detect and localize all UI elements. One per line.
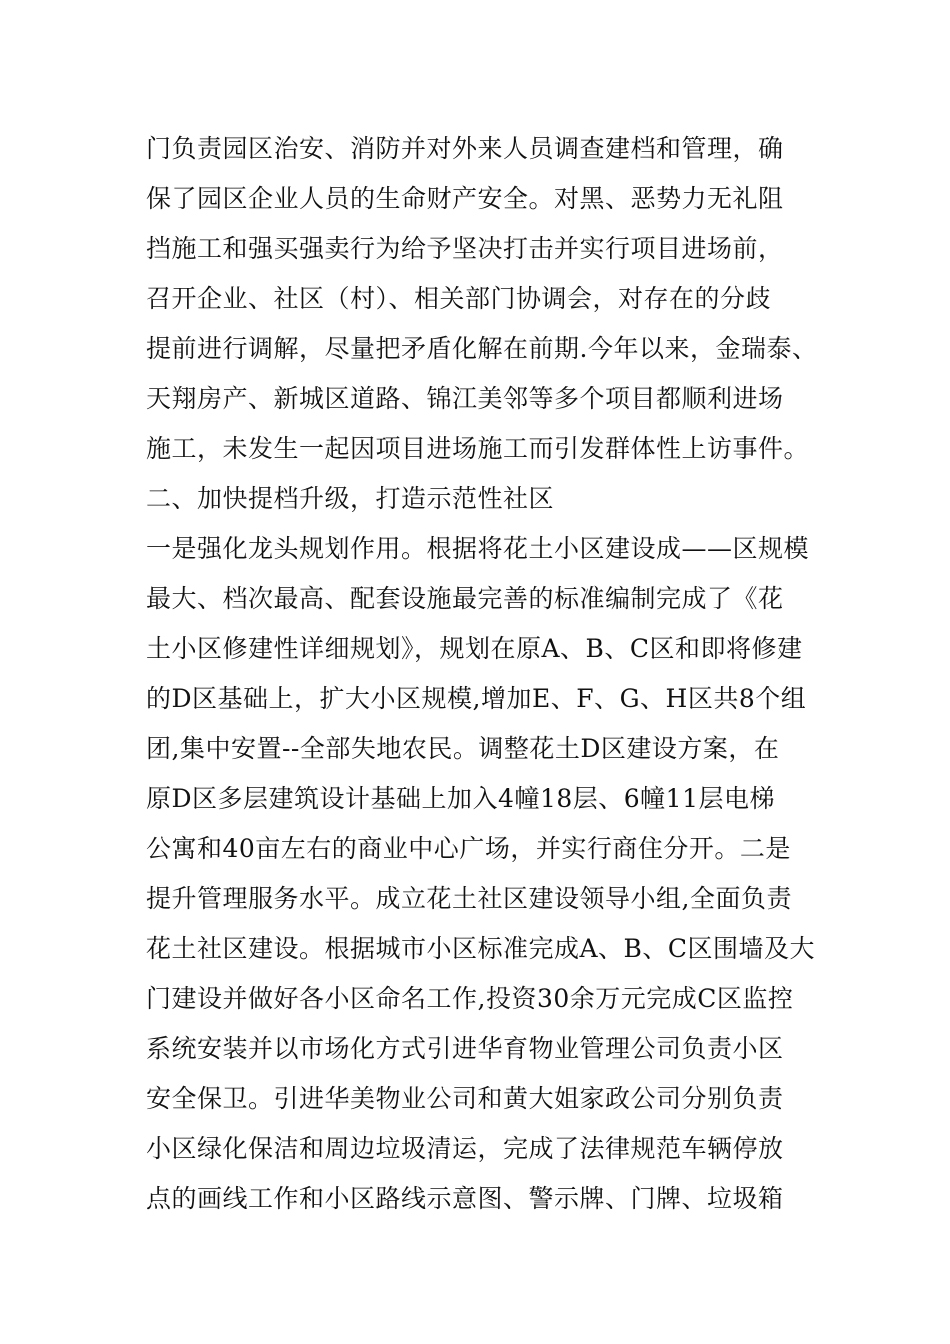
- body-text: [146, 124, 826, 1224]
- text-line: 保了园区企业人员的生命财产安全。对黑、恶势力无礼阻: [146, 184, 784, 213]
- text-line: 原D区多层建筑设计基础上加入4幢18层、6幢11层电梯: [146, 784, 775, 813]
- text-line: 提升管理服务水平。成立花土社区建设领导小组,全面负责: [146, 884, 792, 913]
- text-line: 一是强化龙头规划作用。根据将花土小区建设成——区规模: [146, 534, 810, 563]
- text-line: 提前进行调解，尽量把矛盾化解在前期.今年以来，金瑞泰、: [146, 334, 818, 363]
- text-line: 挡施工和强买强卖行为给予坚决打击并实行项目进场前，: [146, 234, 784, 263]
- text-line: 门负责园区治安、消防并对外来人员调查建档和管理，确: [146, 134, 784, 163]
- text-line: 天翔房产、新城区道路、锦江美邻等多个项目都顺利进场: [146, 384, 784, 413]
- text-line: 施工，未发生一起因项目进场施工而引发群体性上访事件。: [146, 434, 810, 463]
- text-line: 系统安装并以市场化方式引进华育物业管理公司负责小区: [146, 1034, 784, 1063]
- text-line: 团,集中安置--全部失地农民。调整花土D区建设方案，在: [146, 734, 780, 763]
- text-line: 小区绿化保洁和周边垃圾清运，完成了法律规范车辆停放: [146, 1134, 784, 1163]
- text-line: 土小区修建性详细规划》，规划在原A、B、C区和即将修建: [146, 634, 803, 663]
- text-line: 点的画线工作和小区路线示意图、警示牌、门牌、垃圾箱: [146, 1184, 784, 1213]
- section-heading: 二、加快提档升级，打造示范性社区: [146, 484, 555, 513]
- text-line: 最大、档次最高、配套设施最完善的标准编制完成了《花: [146, 584, 784, 613]
- text-line: 门建设并做好各小区命名工作,投资30余万元完成C区监控: [146, 984, 794, 1013]
- text-line: 花土社区建设。根据城市小区标准完成A、B、C区围墙及大: [146, 934, 816, 963]
- text-line: 安全保卫。引进华美物业公司和黄大姐家政公司分别负责: [146, 1084, 784, 1113]
- text-line: 公寓和40亩左右的商业中心广场，并实行商住分开。二是: [146, 834, 791, 863]
- text-line: 的D区基础上，扩大小区规模,增加E、F、G、H区共8个组: [146, 684, 807, 713]
- text-line: 召开企业、社区（村）、相关部门协调会，对存在的分歧: [146, 284, 772, 313]
